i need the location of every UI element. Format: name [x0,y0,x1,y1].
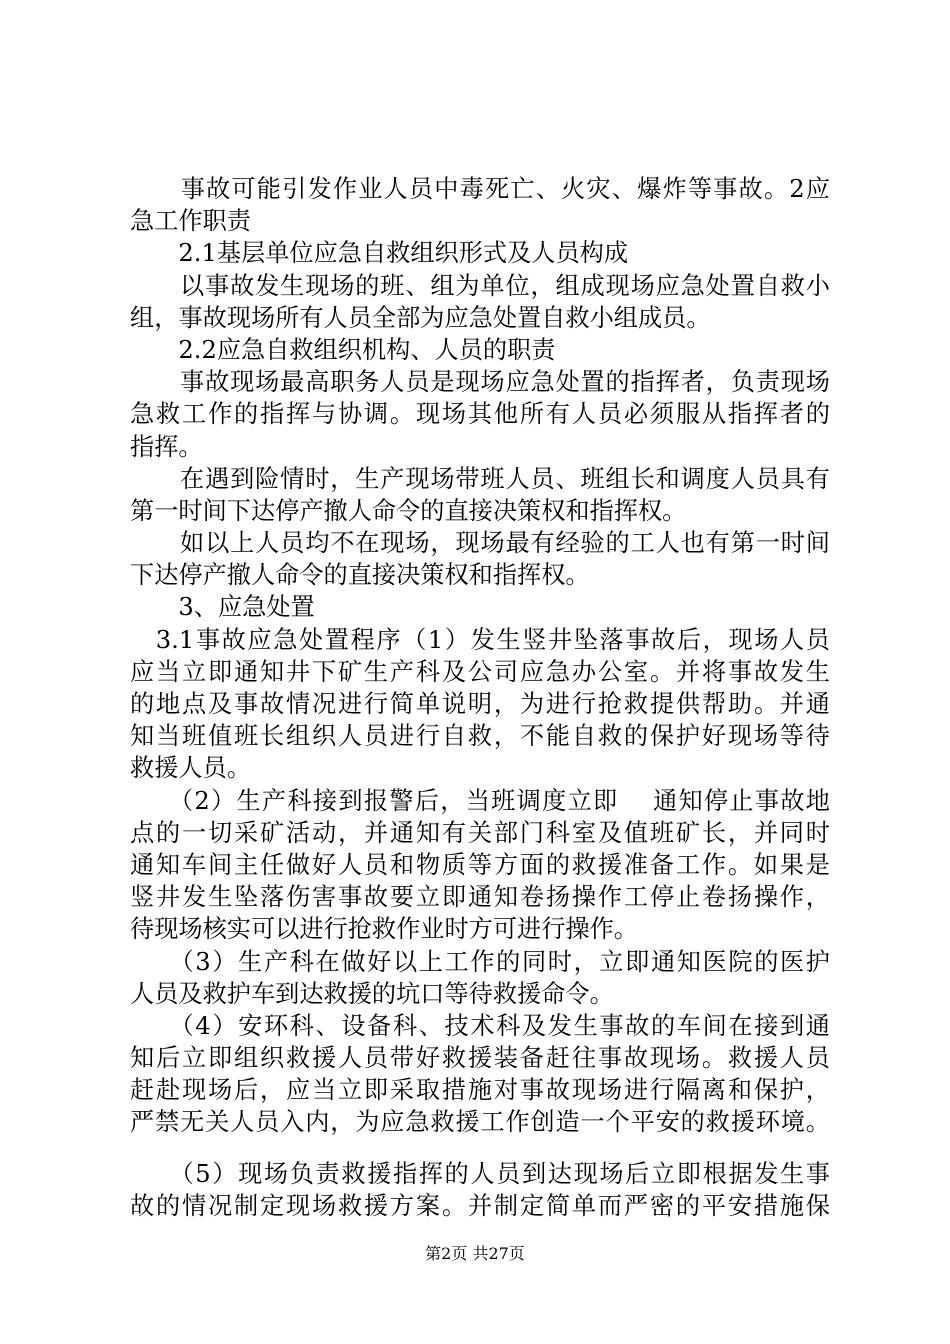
body-line: （4）安环科、设备科、技术科及发生事故的车间在接到通 [130,1011,830,1040]
body-line: 事故现场最高职务人员是现场应急处置的指挥者，负责现场 [130,368,830,397]
body-line: 故的情况制定现场救援方案。并制定简单而严密的平安措施保 [130,1191,830,1220]
body-line: 事故可能引发作业人员中毒死亡、火灾、爆炸等事故。2应 [130,175,830,203]
section-heading: 2.2应急自救组织机构、人员的职责 [130,335,556,364]
body-line: 以事故发生现场的班、组为单位，组成现场应急处置自救小 [130,271,830,300]
body-line: 赶赴现场后，应当立即采取措施对事故现场进行隔离和保护， [130,1076,830,1105]
body-line: （3）生产科在做好以上工作的同时，立即通知医院的医护 [130,947,830,976]
body-line: 人员及救护车到达救援的坑口等待救援命令。 [130,979,614,1008]
body-line: 急工作职责 [130,207,251,236]
body-line: （5）现场负责救援指挥的人员到达现场后立即根据发生事 [130,1159,830,1188]
body-line: 的地点及事故情况进行简单说明，为进行抢救提供帮助。并通 [130,690,830,718]
body-line: 知当班值班长组织人员进行自救，不能自救的保护好现场等待 [130,722,830,751]
page-number-footer: 第2页 共27页 [425,1244,525,1263]
document-body [130,173,830,1222]
body-line: 急救工作的指挥与协调。现场其他所有人员必须服从指挥者的 [130,400,830,429]
body-line: 指挥。 [130,432,203,461]
body-line: 应当立即通知井下矿生产科及公司应急办公室。并将事故发生 [130,657,830,686]
section-heading: 2.1基层单位应急自救组织形式及人员构成 [130,239,629,268]
body-line: 点的一切采矿活动，并通知有关部门科室及值班矿长，并同时 [130,818,830,847]
body-line: 3.1事故应急处置程序（1）发生竖井坠落事故后，现场人员 [130,625,830,654]
body-line: 第一时间下达停产撤人命令的直接决策权和指挥权。 [130,496,687,525]
body-line: （2）生产科接到报警后，当班调度立即 通知停止事故地 [130,786,830,815]
body-line: 救援人员。 [130,754,251,783]
body-line: 待现场核实可以进行抢救作业时方可进行操作。 [130,915,638,944]
body-line: 下达停产撤人命令的直接决策权和指挥权。 [130,561,590,590]
body-line: 竖井发生坠落伤害事故要立即通知卷扬操作工停止卷扬操作， [130,883,830,912]
body-line: 严禁无关人员入内，为应急救援工作创造一个平安的救援环境。 [130,1108,830,1137]
section-heading: 3、应急处置 [130,593,315,622]
body-line: 在遇到险情时，生产现场带班人员、班组长和调度人员具有 [130,464,830,493]
paragraph-gap [130,1139,830,1158]
body-line: 知后立即组织救援人员带好救援装备赶往事故现场。救援人员 [130,1044,830,1073]
body-line: 如以上人员均不在现场，现场最有经验的工人也有第一时间 [130,529,830,558]
body-line: 组，事故现场所有人员全部为应急处置自救小组成员。 [130,303,711,332]
body-line: 通知车间主任做好人员和物质等方面的救援准备工作。如果是 [130,850,830,879]
